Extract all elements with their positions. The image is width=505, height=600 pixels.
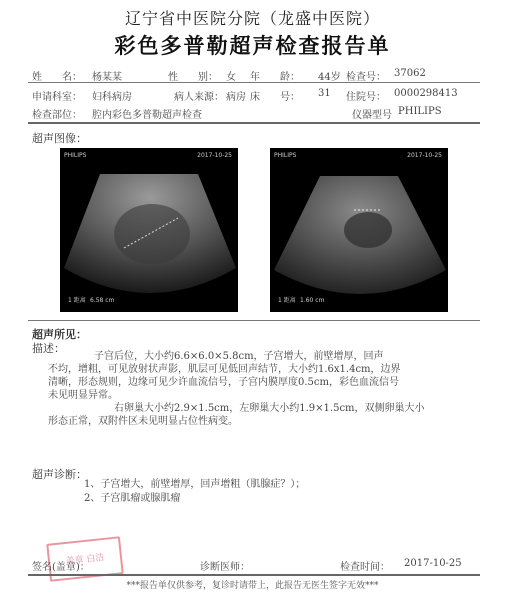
exam-no-label: 检查号： (346, 72, 386, 83)
source-label: 病人来源： (174, 92, 224, 103)
ultrasound-image-right (270, 148, 448, 312)
doctor-label: 诊断医师： (200, 562, 250, 573)
patient-row-2 (0, 88, 505, 102)
measure-value: 1.60 cm (300, 297, 325, 304)
device-label: 仪器型号 (352, 110, 392, 121)
inpatient-value: 0000298413 (394, 88, 458, 99)
image-date: 2017-10-25 (197, 152, 232, 159)
name-label: 姓 名： (32, 72, 82, 83)
ultrasound-scan-graphic (270, 148, 448, 312)
measure-label: 1 距离 (278, 297, 296, 304)
diagnosis-item: 2、子宫肌瘤或腺肌瘤 (84, 493, 181, 504)
ultrasound-image-left (60, 148, 238, 312)
age-label: 年 龄： (250, 72, 300, 83)
source-value: 病房 (226, 92, 246, 103)
diagnosis-label: 超声诊断： (32, 468, 87, 481)
name-value: 杨某某 (92, 72, 122, 83)
patient-row-3 (0, 106, 505, 120)
exam-no-value: 37062 (394, 68, 426, 79)
divider (28, 320, 480, 321)
description-label: 描述： (32, 342, 65, 355)
diagnosis-list (84, 478, 464, 506)
patient-row-1 (0, 68, 505, 82)
hospital-name: 辽宁省中医院分院（龙盛中医院） (124, 9, 380, 28)
dept-label: 申请科室： (32, 92, 82, 103)
image-brand: PHILIPS (64, 152, 87, 159)
divider (28, 122, 480, 124)
findings-line: 不均，增粗，可见放射状声影，肌层可见低回声结节，大小约1.6x1.4cm，边界 (48, 364, 401, 375)
divider (28, 574, 480, 576)
image-date: 2017-10-25 (407, 152, 442, 159)
image-brand: PHILIPS (274, 152, 297, 159)
signer-label: 签名(盖章)： (32, 562, 90, 573)
diagnosis-item: 1、子宫增大，前壁增厚，回声增粗（肌腺症？）； (84, 479, 306, 490)
bed-label: 床 号： (250, 92, 300, 103)
report-title: 彩色多普勒超声检查报告单 (114, 33, 391, 58)
findings-line: 形态正常，双附件区未见明显占位性病变。 (48, 416, 238, 427)
findings-text (48, 350, 478, 428)
measure-value: 6.58 cm (90, 297, 115, 304)
sex-value: 女 (226, 72, 236, 83)
findings-label: 超声所见： (32, 328, 87, 341)
findings-line: 子宫后位，大小约6.6×6.0×5.8cm，子宫增大，前壁增厚，回声 (94, 351, 384, 362)
ultrasound-scan-graphic (60, 148, 238, 312)
inpatient-label: 住院号： (346, 92, 386, 103)
sex-label: 性 别： (168, 72, 218, 83)
exam-date-value: 2017-10-25 (404, 558, 462, 569)
stamp-text: 盖章 白洁 (65, 552, 105, 567)
findings-line: 右卵巢大小约2.9×1.5cm，左卵巢大小约1.9×1.5cm，双侧卵巢大小 (94, 403, 425, 414)
part-label: 检查部位： (32, 110, 82, 121)
footer-note: ***报告单仅供参考，复诊时请带上，此报告无医生签字无效*** (126, 581, 379, 591)
images-label: 超声图像： (32, 132, 87, 145)
findings-line: 清晰，形态规则，边缘可见少许血流信号，子宫内膜厚度0.5cm，彩色血流信号 (48, 377, 399, 388)
dept-value: 妇科病房 (92, 92, 132, 103)
findings-line: 未见明显异常。 (48, 390, 118, 401)
device-value: PHILIPS (398, 106, 442, 117)
part-value: 腔内彩色多普勒超声检查 (92, 110, 202, 121)
age-value: 44岁 (318, 72, 341, 83)
bed-value: 31 (318, 88, 331, 99)
divider (28, 82, 480, 83)
measure-label: 1 距离 (68, 297, 86, 304)
exam-date-label: 检查时间： (340, 562, 390, 573)
signature-row (0, 558, 505, 572)
